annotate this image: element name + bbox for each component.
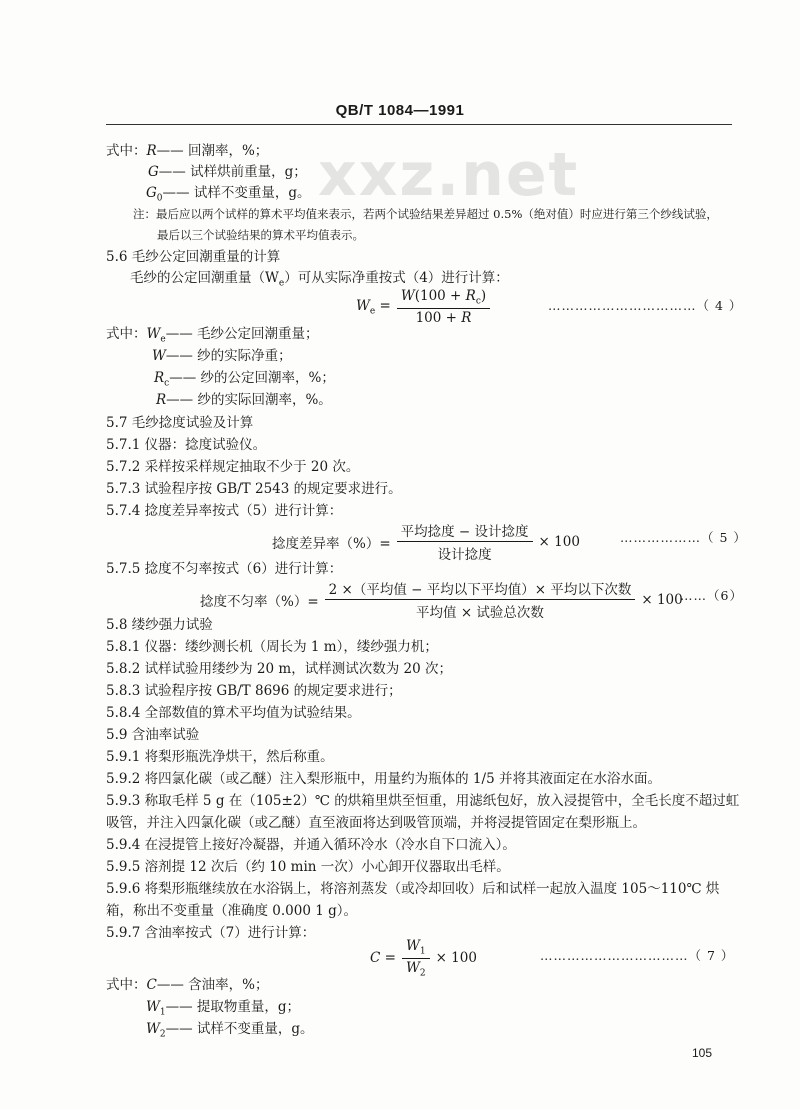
s5-6-defs-line-1: 式中：$W_e——$ 毛纱公定回潮重量； bbox=[106, 326, 319, 345]
section-5-6-heading: 5.6 毛纱公定回潮重量的计算 bbox=[106, 249, 281, 265]
item-5-7-5: 5.7.5 捻度不匀率按式（6）进行计算： bbox=[106, 561, 343, 577]
def-g0: $G_0——$ 试样不变重量，g。 bbox=[146, 185, 311, 204]
formula-7: C = $\frac{W_1}{W_2}$ × 100 bbox=[370, 938, 477, 979]
page-number: 105 bbox=[692, 1046, 713, 1060]
item-5-9-3: 5.9.3 称取毛样 5 g 在（105±2）℃ 的烘箱里烘至恒重，用滤纸包好，放入浸提管中，全毛长度不超过虹 bbox=[106, 793, 740, 809]
header-rule bbox=[106, 124, 732, 125]
item-5-7-3: 5.7.3 试验程序按 GB/T 2543 的规定要求进行。 bbox=[106, 481, 402, 497]
eqno-6: ……（6） bbox=[680, 588, 743, 603]
item-5-9-3-cont: 吸管，并注入四氯化碳（或乙醚）直至液面将达到吸管顶端，并将浸提管固定在梨形瓶上。 bbox=[106, 815, 646, 831]
defs-prefix: 式中：R—— 回潮率，%； bbox=[106, 143, 269, 159]
eqno-5: ………………（ 5 ） bbox=[620, 530, 747, 545]
item-5-8-1: 5.8.1 仪器：缕纱测长机（周长为 1 m），缕纱强力机； bbox=[106, 639, 438, 655]
section-5-8-heading: 5.8 缕纱强力试验 bbox=[106, 617, 213, 633]
item-5-9-4: 5.9.4 在浸提管上接好冷凝器，并通入循环冷水（冷水自下口流入）。 bbox=[106, 837, 516, 853]
item-5-7-1: 5.7.1 仪器：捻度试验仪。 bbox=[106, 437, 267, 453]
s5-9-defs-line-1: 式中：C—— 含油率，%； bbox=[106, 977, 269, 993]
item-5-8-3: 5.8.3 试验程序按 GB/T 8696 的规定要求进行； bbox=[106, 683, 402, 699]
note-line-2: 最后以三个试验结果的算术平均值表示。 bbox=[157, 228, 364, 242]
item-5-9-7: 5.9.7 含油率按式（7）进行计算： bbox=[106, 925, 316, 941]
item-5-9-2: 5.9.2 将四氯化碳（或乙醚）注入梨形瓶中，用量约为瓶体的 1/5 并将其液面定在水浴水面。 bbox=[106, 771, 661, 787]
item-5-9-6-cont: 箱，称出不变重量（准确度 0.000 1 g）。 bbox=[106, 903, 358, 919]
item-5-7-2: 5.7.2 采样按采样规定抽取不少于 20 次。 bbox=[106, 459, 360, 475]
item-5-9-1: 5.9.1 将梨形瓶洗净烘干，然后称重。 bbox=[106, 749, 334, 765]
s5-9-def-w2: $W_2——$ 试样不变重量，g。 bbox=[146, 1021, 314, 1040]
section-5-7-heading: 5.7 毛纱捻度试验及计算 bbox=[106, 415, 254, 431]
formula-6: 捻度不匀率（%）= $\frac{\text{2 ×（平均值 − 平均以下平均值）× 平均以下次数}}{\text{平均值 × 试验总次数}}$ × 100 bbox=[200, 578, 683, 621]
formula-4: $W_e$ = $\frac{W(100 + R_c)}{100 + R}$ bbox=[356, 288, 496, 326]
s5-6-def-r: R—— 纱的实际回潮率，%。 bbox=[156, 392, 332, 408]
eqno-7: ……………………………（ 7 ） bbox=[540, 948, 735, 963]
watermark: xxz.net bbox=[318, 140, 580, 210]
item-5-9-6: 5.9.6 将梨形瓶继续放在水浴锅上，将溶剂蒸发（或冷却回收）后和试样一起放入温度 105～110℃ 烘 bbox=[106, 881, 720, 897]
section-5-9-heading: 5.9 含油率试验 bbox=[106, 727, 200, 743]
s5-6-def-w: W—— 纱的实际净重； bbox=[152, 348, 292, 364]
def-g: G—— 试样烘前重量，g； bbox=[148, 164, 307, 180]
item-5-8-2: 5.8.2 试样试验用缕纱为 20 m，试样测试次数为 20 次； bbox=[106, 661, 452, 677]
item-5-7-4: 5.7.4 捻度差异率按式（5）进行计算： bbox=[106, 503, 343, 519]
formula-5: 捻度差异率（%）= $\frac{\text{平均捻度 − 设计捻度}}{\text{设计捻度}}$ × 100 bbox=[272, 520, 580, 563]
item-5-9-5: 5.9.5 溶剂提 12 次后（约 10 min 一次）小心卸开仪器取出毛样。 bbox=[106, 859, 510, 875]
s5-6-def-rc: $R_c——$ 纱的公定回潮率，%； bbox=[154, 370, 335, 389]
eqno-4: ……………………………（ 4 ） bbox=[548, 298, 743, 313]
item-5-8-4: 5.8.4 全部数值的算术平均值为试验结果。 bbox=[106, 705, 361, 721]
s5-9-def-w1: $W_1——$ 提取物重量，g； bbox=[146, 999, 301, 1018]
section-5-6-intro: 毛纱的公定回潮重量$(W_e)$可从实际净重按式（4）进行计算： bbox=[130, 270, 509, 289]
note-line-1: 注：最后应以两个试样的算术平均值来表示，若两个试验结果差异超过 0.5%（绝对值）时应进行第三个纱线试验， bbox=[133, 207, 718, 221]
standard-code-header: QB/T 1084—1991 bbox=[335, 102, 465, 119]
